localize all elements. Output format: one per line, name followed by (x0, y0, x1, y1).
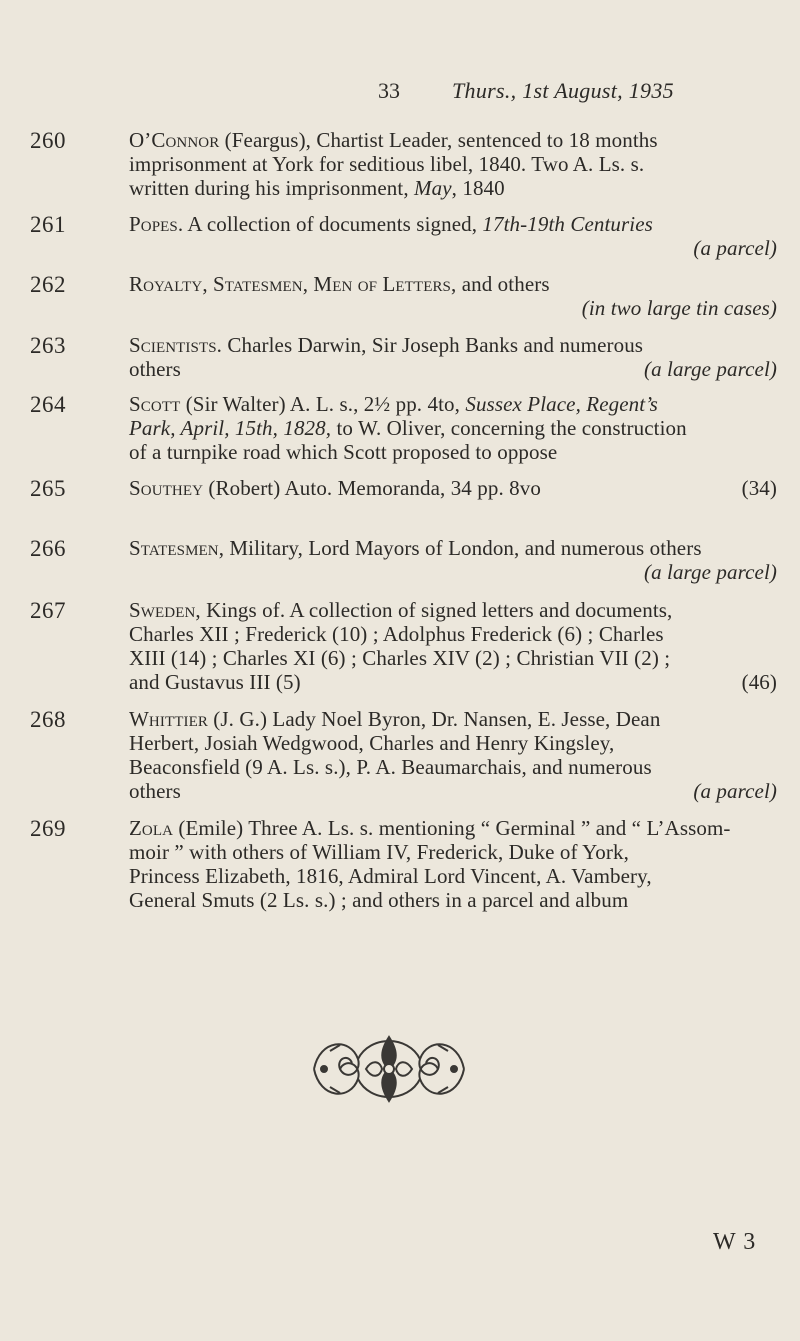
lot-text: (Feargus), Chartist Leader, sentenced to 18 months (219, 128, 658, 152)
lot-number: 269 (30, 816, 66, 841)
lot-number: 268 (30, 707, 66, 732)
lot-text: and Gustavus III (5) (129, 670, 301, 694)
lot-name: Popes. (129, 212, 184, 236)
lot-note: (a parcel) (693, 236, 777, 260)
lot-text-italic: May (414, 176, 452, 200)
lot-number: 265 (30, 476, 66, 501)
lot-text: of a turnpike road which Scott proposed to oppose (129, 440, 558, 464)
lot-name: Statesmen, (129, 536, 225, 560)
floral-ornament-icon (310, 1029, 468, 1109)
signature-mark: W 3 (713, 1229, 757, 1255)
lot-note: (in two large tin cases) (581, 296, 777, 320)
lot-number: 267 (30, 598, 66, 623)
lot-text: Charles Darwin, Sir Joseph Banks and numerous (222, 333, 644, 357)
lot-name: Scott (129, 392, 181, 416)
page-header (0, 78, 800, 108)
lot-text: , 1840 (451, 176, 505, 200)
lot-number: 261 (30, 212, 66, 237)
lot-text: (Sir Walter) A. L. s., 2½ pp. 4to, (180, 392, 466, 416)
lot-text: others (129, 779, 181, 803)
lot-description (129, 536, 777, 584)
lot-description (129, 333, 777, 381)
lot-note: (a large parcel) (643, 357, 777, 381)
lot-text: XIII (14) ; Charles XI (6) ; Charles XIV (2) ; Christian VII (2) ; (129, 646, 671, 670)
lot-number: 260 (30, 128, 66, 153)
lot-text-italic: Park, April, 15th, 1828, (129, 416, 332, 440)
lot-text-italic: Sussex Place, Regent’s (465, 392, 658, 416)
lot-note: (a parcel) (693, 779, 777, 803)
lot-name: Zola (129, 816, 174, 840)
lot-text: to W. Oliver, concerning the construction (331, 416, 687, 440)
lot-text: Herbert, Josiah Wedgwood, Charles and Henry Kingsley, (129, 731, 615, 755)
lot-count: (34) (741, 476, 777, 500)
lot-number: 263 (30, 333, 66, 358)
lot-text: (J. G.) Lady Noel Byron, Dr. Nansen, E. Jesse, Dean (207, 707, 661, 731)
lot-description (129, 707, 777, 803)
lot-text: (Robert) Auto. Memoranda, 34 pp. 8vo (203, 476, 541, 500)
page-number: 33 (378, 78, 400, 103)
lot-text: Military, Lord Mayors of London, and numerous others (224, 536, 702, 560)
lot-note: (a large parcel) (643, 560, 777, 584)
running-title: Thurs., 1st August, 1935 (452, 78, 674, 103)
lot-text: Beaconsfield (9 A. Ls. s.), P. A. Beaumarchais, and numerous (129, 755, 652, 779)
lot-text: (Emile) Three A. Ls. s. mentioning “ Germinal ” and “ L’Assom- (173, 816, 731, 840)
lot-name: Whittier (129, 707, 208, 731)
lot-description (129, 272, 777, 320)
lot-number: 264 (30, 392, 66, 417)
lot-name: O’Connor (129, 128, 220, 152)
lot-description (129, 598, 777, 694)
lot-description (129, 212, 777, 260)
lot-text: Kings of. A collection of signed letters and documents, (200, 598, 673, 622)
lot-description (129, 476, 777, 500)
lot-text: moir ” with others of William IV, Frederick, Duke of York, (129, 840, 629, 864)
lot-text: Princess Elizabeth, 1816, Admiral Lord Vincent, A. Vambery, (129, 864, 652, 888)
lot-description (129, 816, 777, 912)
lot-name: Royalty, Statesmen, Men of Letters, (129, 272, 457, 296)
lot-text: Charles XII ; Frederick (10) ; Adolphus Frederick (6) ; Charles (129, 622, 664, 646)
lot-text: A collection of documents signed, (183, 212, 483, 236)
lot-number: 266 (30, 536, 66, 561)
lot-text: imprisonment at York for seditious libel, 1840. Two A. Ls. s. (129, 152, 645, 176)
lot-text: written during his imprisonment, (129, 176, 415, 200)
lot-name: Scientists. (129, 333, 223, 357)
lot-count: (46) (741, 670, 777, 694)
lot-number: 262 (30, 272, 66, 297)
lot-text: others (129, 357, 181, 381)
lot-description (129, 128, 777, 200)
lot-text: and others (456, 272, 550, 296)
lot-text-italic: 17th-19th Centuries (482, 212, 653, 236)
lot-name: Southey (129, 476, 204, 500)
lot-description (129, 392, 777, 464)
lot-text: General Smuts (2 Ls. s.) ; and others in a parcel and album (129, 888, 629, 912)
lot-name: Sweden, (129, 598, 201, 622)
